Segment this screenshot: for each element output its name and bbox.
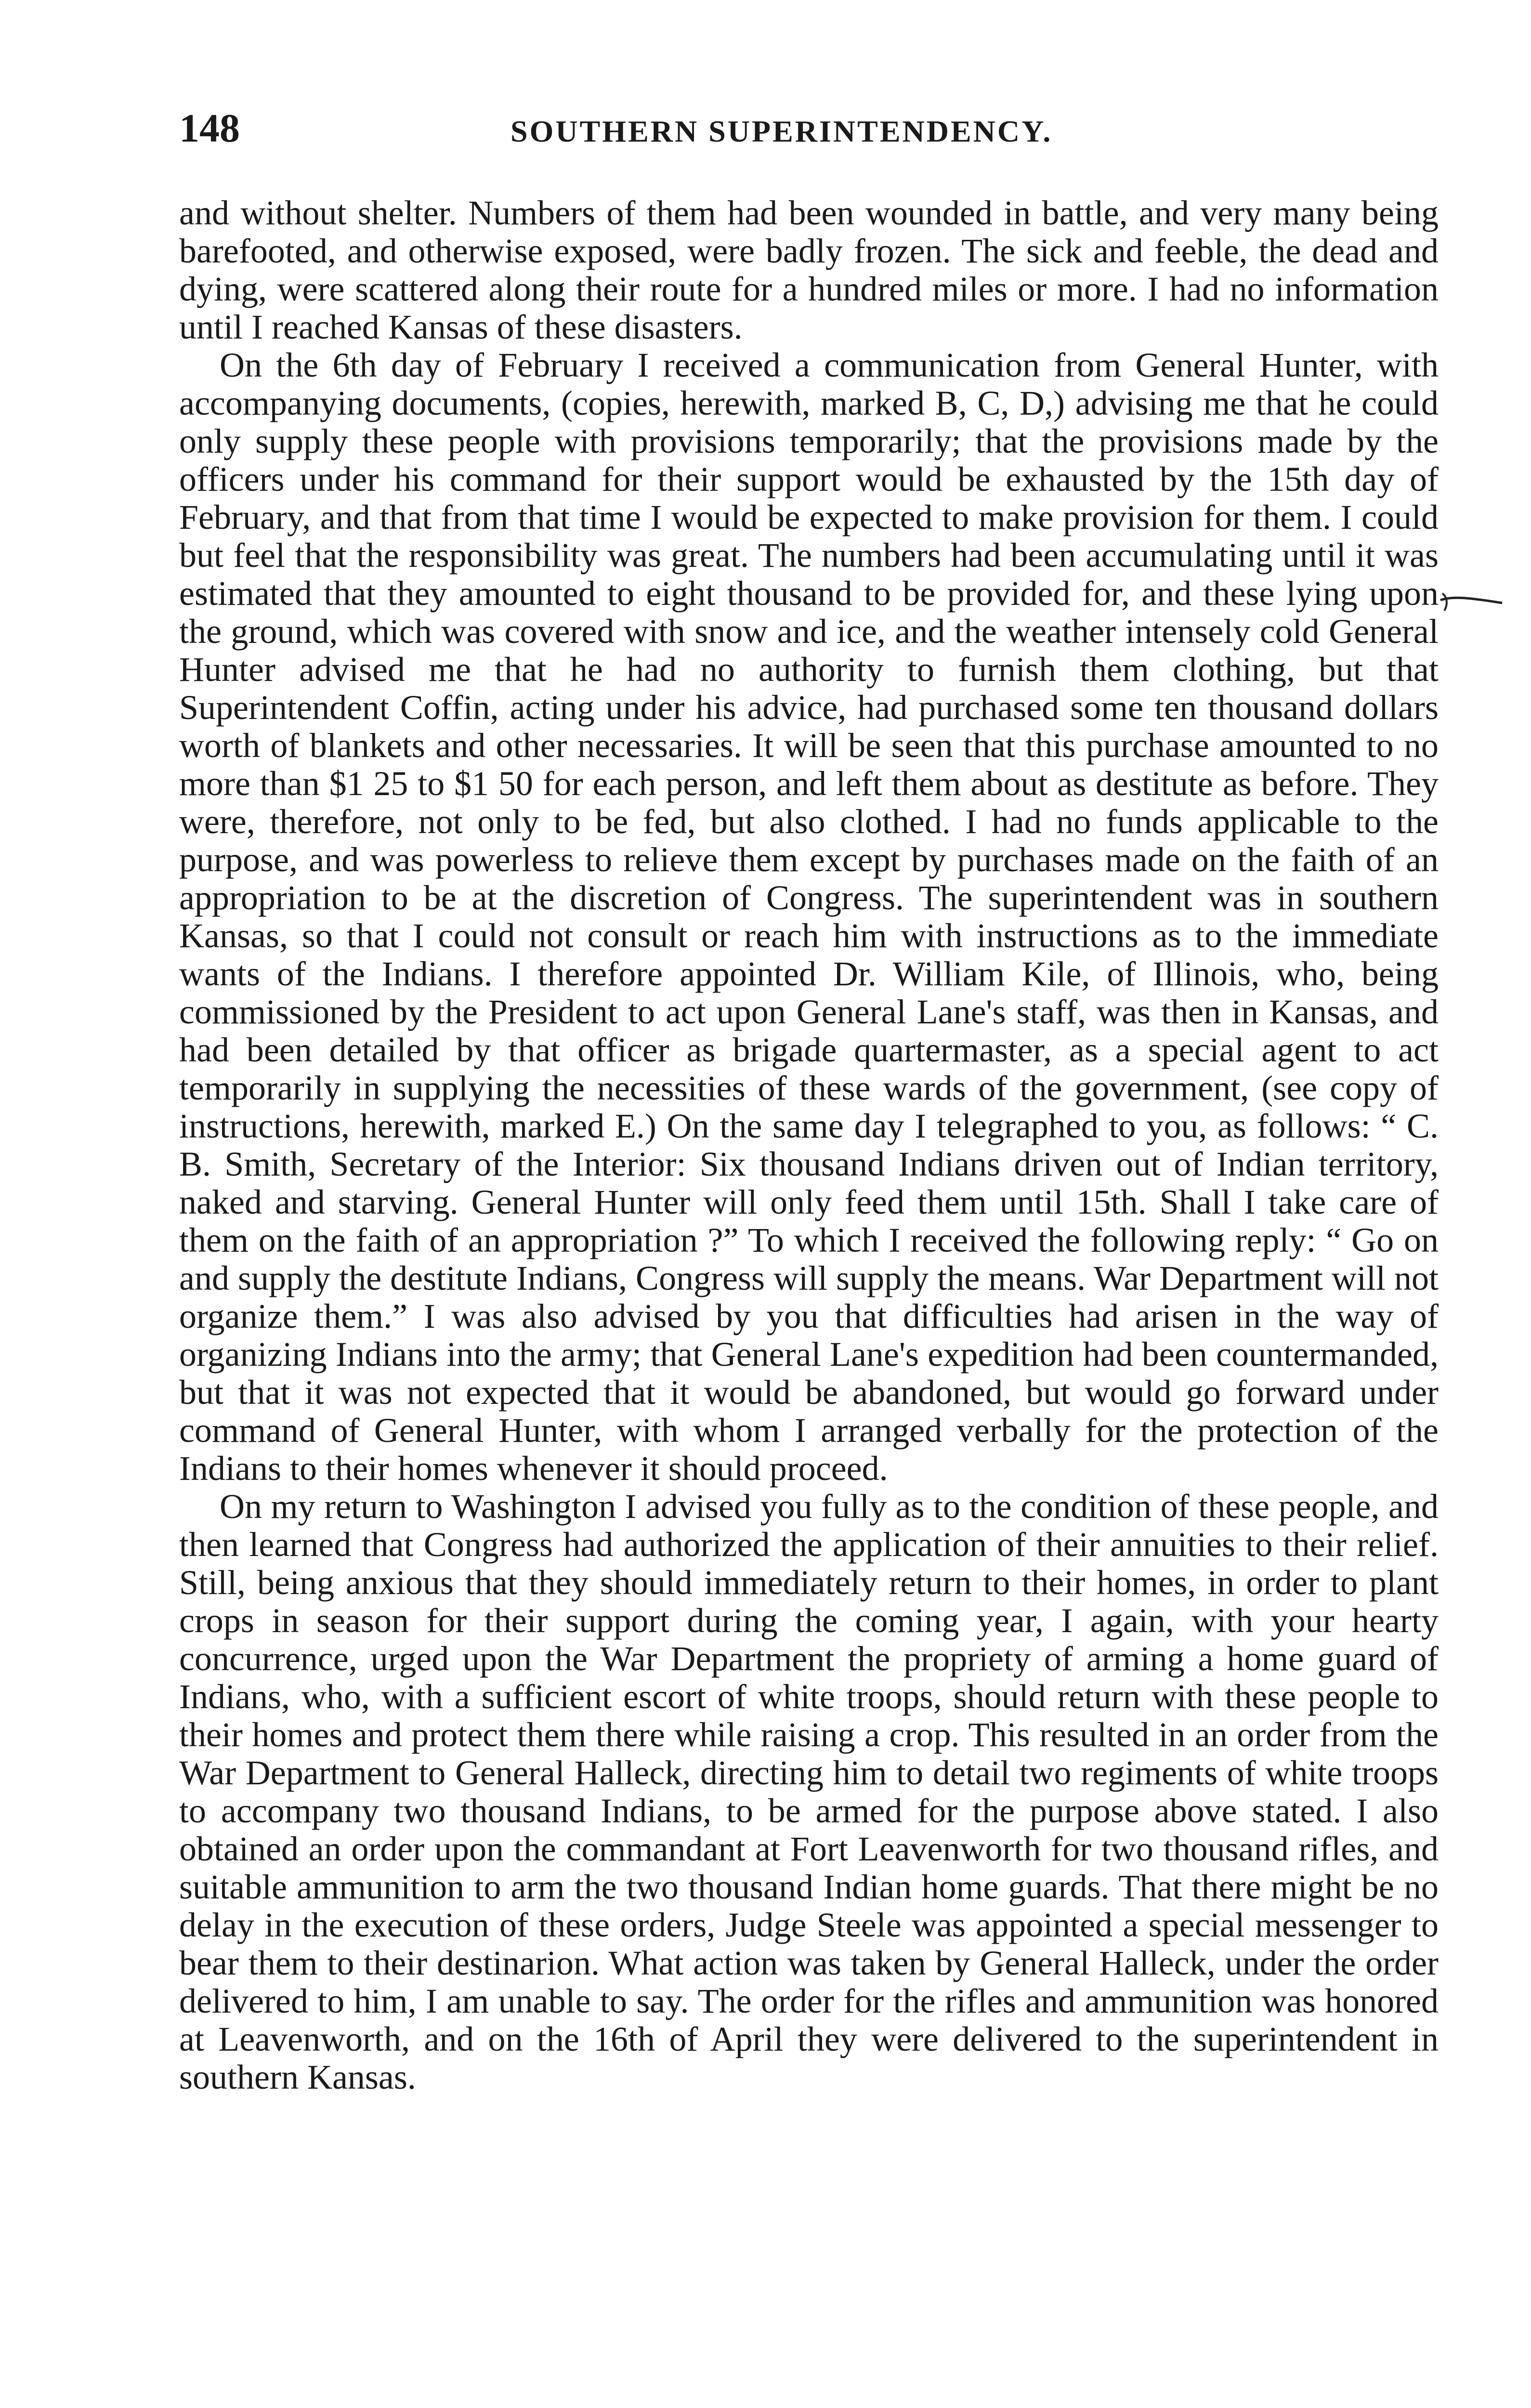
- paragraph-2: On the 6th day of February I received a communication from General Hunter, with accompanying documents, (copies, herewith, marked B, C, D,) advising me that he could only supply these people with provisions temporarily; that the provisions made by the officers under his command for their support would be exhausted by the 15th day of February, and that from that time I would be expected to make provision for them. I could but feel that the responsibility was great. The numbers had been accumulating until it was estimated that they amounted to eight thousand to be provided for, and these lying upon the ground, which was covered with snow and ice, and the weather intensely cold General Hunter advised me that he had no authority to furnish them clothing, but that Superintendent Coffin, acting under his advice, had purchased some ten thousand dollars worth of blankets and other necessaries. It will be seen that this purchase amounted to no more than $1 25 to $1 50 for each person, and left them about as destitute as before. They were, therefore, not only to be fed, but also clothed. I had no funds applicable to the purpose, and was powerless to relieve them except by purchases made on the faith of an appropriation to be at the discretion of Congress. The superintendent was in southern Kansas, so that I could not consult or reach him with instructions as to the immediate wants of the Indians. I therefore appointed Dr. William Kile, of Illinois, who, being commissioned by the President to act upon General Lane's staff, was then in Kansas, and had been detailed by that officer as brigade quartermaster, as a special agent to act temporarily in supplying the necessities of these wards of the government, (see copy of instructions, herewith, marked E.) On the same day I telegraphed to you, as follows: “ C. B. Smith, Secretary of the Interior: Six thousand Indians driven out of Indian territory, naked and starving. General Hunter will only feed them until 15th. Shall I take care of them on the faith of an appropriation ?” To which I received the following reply: “ Go on and supply the destitute Indians, Congress will supply the means. War Department will not organize them.” I was also advised by you that difficulties had arisen in the way of organizing Indians into the army; that General Lane's expedition had been countermanded, but that it was not expected that it would be abandoned, but would go forward under command of General Hunter, with whom I arranged verbally for the protection of the Indians to their homes whenever it should proceed.: [179, 346, 1439, 1488]
- paragraph-1: and without shelter. Numbers of them had been wounded in battle, and very many being barefooted, and otherwise exposed, were badly frozen. The sick and feeble, the dead and dying, were scattered along their route for a hundred miles or more. I had no information until I reached Kansas of these disasters.: [179, 194, 1439, 346]
- running-head: SOUTHERN SUPERINTENDENCY.: [510, 114, 1053, 148]
- body-text: [179, 194, 1439, 2096]
- margin-annotation-mark: [1438, 583, 1505, 621]
- paragraph-3: On my return to Washington I advised you fully as to the condition of these people, and then learned that Congress had authorized the application of their annuities to their relief. Still, being anxious that they should immediately return to their homes, in order to plant crops in season for their support during the coming year, I again, with your hearty concurrence, urged upon the War Department the propriety of arming a home guard of Indians, who, with a sufficient escort of white troops, should return with these people to their homes and protect them there while raising a crop. This resulted in an order from the War Department to General Halleck, directing him to detail two regiments of white troops to accompany two thousand Indians, to be armed for the purpose above stated. I also obtained an order upon the commandant at Fort Leavenworth for two thousand rifles, and suitable ammunition to arm the two thousand Indian home guards. That there might be no delay in the execution of these orders, Judge Steele was appointed a special messenger to bear them to their destinarion. What action was taken by General Halleck, under the order delivered to him, I am unable to say. The order for the rifles and ammunition was honored at Leavenworth, and on the 16th of April they were delivered to the superintendent in southern Kansas.: [179, 1487, 1439, 2096]
- page-header: [179, 102, 1531, 155]
- page-number: 148: [179, 106, 240, 151]
